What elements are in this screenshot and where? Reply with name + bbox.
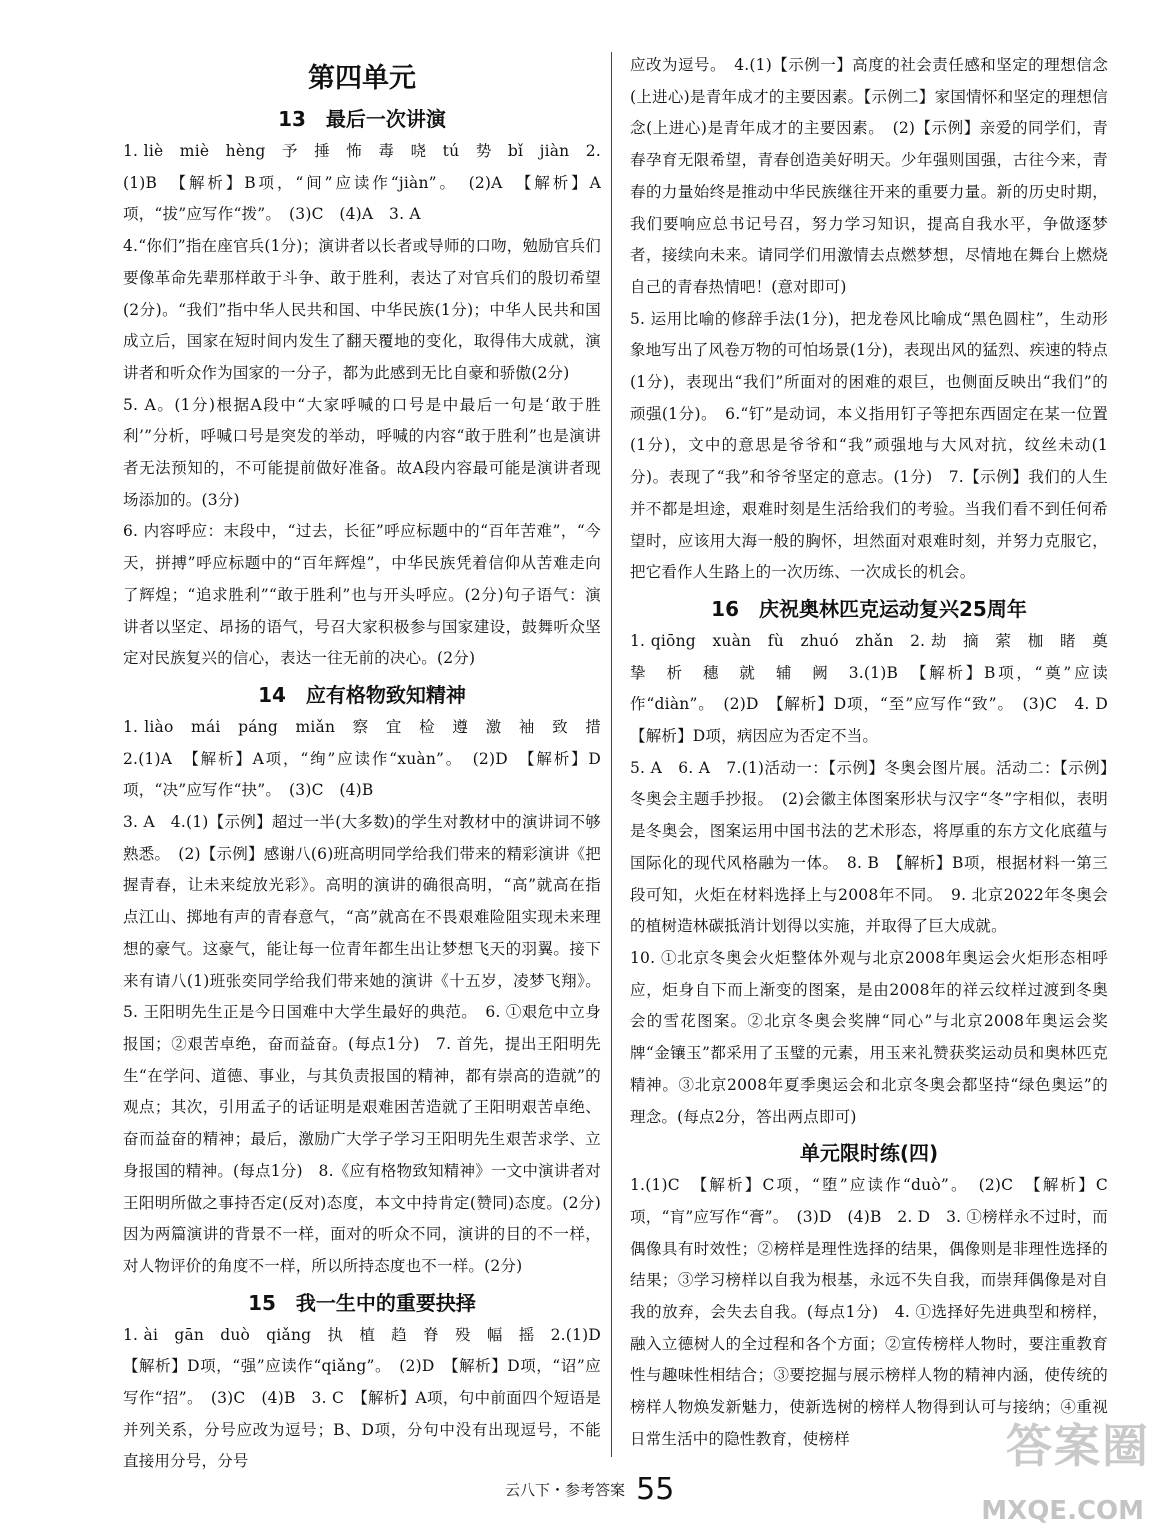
page-number: 55 xyxy=(636,1472,675,1507)
footer-label: 云八下・参考答案 xyxy=(505,1481,626,1499)
column-divider xyxy=(611,52,612,1457)
watermark-stamp: 答案圈 xyxy=(1006,1419,1150,1473)
section-title-15: 15 我一生中的重要抉择 xyxy=(248,1290,476,1315)
answer-paragraph: 1.(1)C 【解析】C项，“堕”应读作“duò”。 (2)C 【解析】C项，“肓”应写作“膏”。 (3)D (4)B 2. D 3. ①榜样永不过时，而偶像具有时效性；②榜样是理性选择的结果，偶像则是非理性选择的结果；③学习榜样以自我为根基，永远不失自我，而崇拜偶像是对自我的放弃，会失去自我。(每点1分) 4. ①选择好先进典型和榜样，融入立德树人的全过程和各个方面；②宣传榜样人物时，要注重教育性与趣味性相结合；③要挖掘与展示榜样人物的精神内涵，使传统的榜样人物焕发新魅力，使新选树的榜样人物得到认可与接纳；④重视日常生活中的隐性教育，使榜样 xyxy=(630,1176,1108,1448)
answer-paragraph: 4.“你们”指在座官兵(1分)；演讲者以长者或导师的口吻，勉励官兵们要像革命先辈那样敢于斗争、敢于胜利，表达了对官兵们的殷切希望(2分)。“我们”指中华人民共和国、中华民族(1分)；中华人民共和国成立后，国家在短时间内发生了翻天覆地的变化，取得伟大成就，演讲者和听众作为国家的一分子，都为此感到无比自豪和骄傲(2分) xyxy=(123,237,601,382)
answer-paragraph: 1. liào mái páng miǎn 察 宜 检 遵 激 袖 致 措 2.(1)A 【解析】A项，“绚”应读作“xuàn”。 (2)D 【解析】D项，“决”应写作“抉”。 (3)C (4)B xyxy=(123,717,617,800)
answer-paragraph: 1. liè miè hèng 予 捶 怖 毒 哓 tú 势 bǐ jiàn 2.(1)B 【解析】B项，“间”应读作“jiàn”。 (2)A 【解析】A项，“拔”应写作“拨”。 (3)C (4)A 3. A xyxy=(123,142,601,224)
watermark-url: MXQE.COM xyxy=(981,1496,1144,1526)
answer-paragraph: 5. A 6. A 7.(1)活动一：【示例】冬奥会图片展。活动二：【示例】冬奥会主题手抄报。 (2)会徽主体图案形状与汉字“冬”字相似，表明是冬奥会，图案运用中国书法的艺术形态，将厚重的东方文化底蕴与国际化的现代风格融为一体。 8. B 【解析】B项，根据材料一第三段可知，火炬在材料选择上与2008年不同。 9. 北京2022年冬奥会的植树造林碳抵消计划得以实施，并取得了巨大成就。 xyxy=(630,758,1108,936)
answer-paragraph: 6. 内容呼应：末段中，“过去，长征”呼应标题中的“百年苦难”，“今天，拼搏”呼应标题中的“百年辉煌”，中华民族凭着信仰从苦难走向了辉煌；“追求胜利”“敢于胜利”也与开头呼应。(2分)句子语气：演讲者以坚定、昂扬的语气，号召大家积极参与国家建设，鼓舞听众坚定对民族复兴的信心，表达一往无前的决心。(2分) xyxy=(123,522,601,668)
answer-paragraph: 5. A。(1分)根据A段中“大家呼喊的口号是中最后一句是‘敢于胜利’”分析，呼喊口号是突发的举动，呼喊的内容“敢于胜利”也是演讲者无法预知的，不可能提前做好准备。故A段内容最可能是演讲者现场添加的。(3分) xyxy=(123,395,601,509)
section-title-13: 13 最后一次讲演 xyxy=(278,107,446,131)
answer-paragraph: 3. A 4.(1)【示例】超过一半(大多数)的学生对教材中的演讲词不够熟悉。 (2)【示例】感谢八(6)班高明同学给我们带来的精彩演讲《把握青春，让未来绽放光彩》。高明的演讲的确很高明，“高”就高在指点江山、掷地有声的青春意气，“高”就高在不畏艰难险阻实现未来理想的豪气。这豪气，能让每一位青年都生出让梦想飞天的羽翼。接下来有请八(1)班张奕同学给我们带来她的演讲《十五岁，凌梦飞翔》。5. 王阳明先生正是今日国难中大学生最好的典范。 6. ①艰危中立身报国；②艰苦卓绝，奋而益奋。(每点1分) 7. 首先，提出王阳明先生“在学问、道德、事业，与其负责报国的精神，都有崇高的造就”的观点；其次，引用孟子的话证明是艰难困苦造就了王阳明艰苦卓绝、奋而益奋的精神；最后，激励广大学子学习王阳明先生艰苦求学、立身报国的精神。(每点1分) 8.《应有格物致知精神》一文中演讲者对王阳明所做之事持否定(反对)态度，本文中持肯定(赞同)态度。(2分)因为两篇演讲的背景不一样，面对的听众不同，演讲的目的不一样，对人物评价的角度不一样，所以所持态度也不一样。(2分) xyxy=(123,813,601,1275)
section-title-unit-test: 单元限时练(四) xyxy=(799,1141,939,1166)
answer-paragraph: 5. 运用比喻的修辞手法(1分)，把龙卷风比喻成“黑色圆柱”，生动形象地写出了风卷万物的可怕场景(1分)，表现出风的猛烈、疾速的特点(1分)，表现出“我们”所面对的困难的艰巨，也侧面反映出“我们”的顽强(1分)。 6.“钉”是动词，本义指用钉子等把东西固定在某一位置(1分)，文中的意思是爷爷和“我”顽强地与大风对抗，纹丝未动(1分)。表现了“我”和爷爷坚定的意志。(1分) 7.【示例】我们的人生并不都是坦途，艰难时刻是生活给我们的考验。当我们看不到任何希望时，应该用大海一般的胸怀，坦然面对艰难时刻，并努力克服它，把它看作人生路上的一次历练、一次成长的机会。 xyxy=(630,309,1108,582)
section-title-14: 14 应有格物致知精神 xyxy=(258,682,466,707)
answer-paragraph: 10. ①北京冬奥会火炬整体外观与北京2008年奥运会火炬形态相呼应，炬身自下而上渐变的图案，是由2008年的祥云纹样过渡到冬奥会的雪花图案。②北京冬奥会奖牌“同心”与北京2008年奥运会奖牌“金镶玉”都采用了玉璧的元素，用玉来礼赞获奖运动员和奥林匹克精神。③北京2008年夏季奥运会和北京冬奥会都坚持“绿色奥运”的理念。(每点2分，答出两点即可) xyxy=(630,948,1108,1126)
answer-paragraph: 1. qiōng xuàn fù zhuó zhǎn 2. 劫 摘 萦 枷 睹 奠 挚 析 穗 就 辅 阙 3.(1)B 【解析】B项，“奠”应读作“diàn”。 (2)D 【解析】D项，“至”应写作“致”。 (3)C 4. D 【解析】D项，病因应为否定不当。 xyxy=(630,631,1124,746)
left-column xyxy=(123,50,617,1478)
answer-paragraph: 1. ài gān duò qiǎng 执 植 趋 脊 殁 幅 摇 2.(1)D 【解析】D项，“强”应读作“qiǎng”。 (2)D 【解析】D项，“诏”应写作“招”。 (3)C (4)B 3. C 【解析】A项，句中前面四个短语是并列关系，分号应改为逗号；B、D项，分句中没有出现逗号，不能直接用分号，分号 xyxy=(123,1325,617,1471)
page-footer xyxy=(505,1472,674,1507)
watermark-logo xyxy=(981,1410,1150,1530)
section-title-16: 16 庆祝奥林匹克运动复兴25周年 xyxy=(711,596,1027,621)
unit-title: 第四单元 xyxy=(308,63,416,94)
answer-paragraph: 应改为逗号。 4.(1)【示例一】高度的社会责任感和坚定的理想信念(上进心)是青年成才的主要因素。【示例二】家国情怀和坚定的理想信念(上进心)是青年成才的主要因素。 (2)【示例】亲爱的同学们，青春孕育无限希望，青春创造美好明天。少年强则国强，古往今来，青春的力量始终是推动中华民族继往开来的重要力量。新的历史时期，我们要响应总书记号召，努力学习知识，提高自我水平，争做逐梦者，接续向未来。请同学们用激情去点燃梦想，尽情地在舞台上燃烧自己的青春热情吧！(意对即可) xyxy=(630,56,1108,296)
